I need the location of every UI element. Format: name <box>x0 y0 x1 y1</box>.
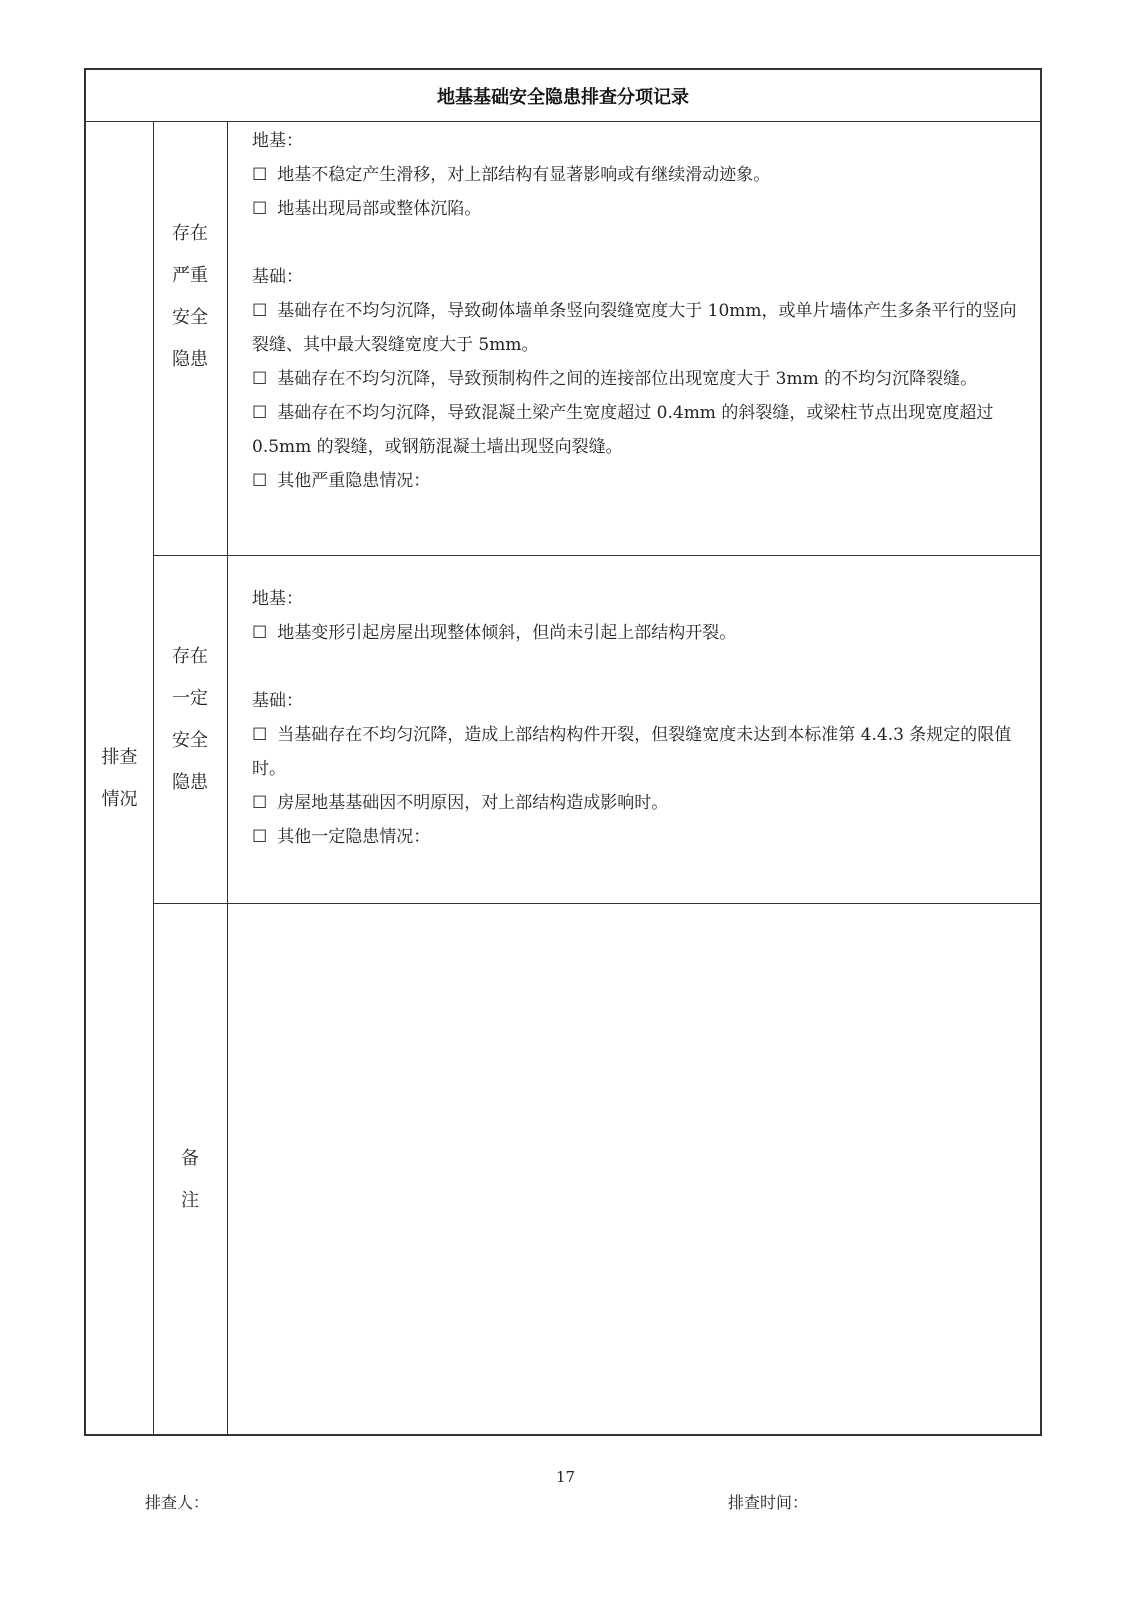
checkbox-icon[interactable]: ☐ <box>252 403 268 423</box>
checkbox-item[interactable]: ☐ 其他一定隐患情况： <box>252 820 1030 854</box>
inspection-time-label: 排查时间： <box>728 1493 809 1512</box>
checkbox-icon[interactable]: ☐ <box>252 471 268 491</box>
checkbox-item[interactable]: ☐ 地基变形引起房屋出现整体倾斜，但尚未引起上部结构开裂。 <box>252 616 1030 650</box>
checkbox-icon[interactable]: ☐ <box>252 369 268 389</box>
label-serious-hazard: 存在 严重 安全 隐患 <box>172 223 208 370</box>
inspector-label: 排查人： <box>145 1493 210 1512</box>
checkbox-item[interactable]: ☐ 基础存在不均匀沉降，导致混凝土梁产生宽度超过 0.4mm 的斜裂缝，或梁柱节点出现宽度超过 0.5mm 的裂缝，或钢筋混凝土墙出现竖向裂缝。 <box>252 396 1030 464</box>
checkbox-item[interactable]: ☐ 地基出现局部或整体沉陷。 <box>252 192 1030 226</box>
serious-hazard-content <box>242 124 1040 498</box>
label-remarks: 备 注 <box>181 1148 199 1211</box>
checkbox-item[interactable]: ☐ 基础存在不均匀沉降，导致预制构件之间的连接部位出现宽度大于 3mm 的不均匀沉降裂缝。 <box>252 362 1030 396</box>
checkbox-item[interactable]: ☐ 基础存在不均匀沉降，导致砌体墙单条竖向裂缝宽度大于 10mm，或单片墙体产生多条平行的竖向裂缝、其中最大裂缝宽度大于 5mm。 <box>252 294 1030 362</box>
checkbox-icon[interactable]: ☐ <box>252 623 268 643</box>
label-moderate-hazard: 存在 一定 安全 隐患 <box>172 646 208 793</box>
checkbox-icon[interactable]: ☐ <box>252 793 268 813</box>
checkbox-item[interactable]: ☐ 地基不稳定产生滑移，对上部结构有显著影响或有继续滑动迹象。 <box>252 158 1030 192</box>
checkbox-icon[interactable]: ☐ <box>252 827 268 847</box>
inspection-record-table <box>84 68 1042 1436</box>
checkbox-icon[interactable]: ☐ <box>252 199 268 219</box>
page-number: 17 <box>555 1468 576 1486</box>
checkbox-item[interactable]: ☐ 当基础存在不均匀沉降，造成上部结构构件开裂，但裂缝宽度未达到本标准第 4.4.3 条规定的限值时。 <box>252 718 1030 786</box>
checkbox-icon[interactable]: ☐ <box>252 165 268 185</box>
foundation-heading: 基础： <box>252 691 303 711</box>
column-divider-2 <box>227 122 228 1434</box>
moderate-hazard-content <box>242 582 1040 854</box>
row-label-inspection: 排查 情况 <box>101 747 138 810</box>
row-divider-2 <box>153 903 1040 904</box>
foundation-soil-heading: 地基： <box>252 589 303 609</box>
checkbox-icon[interactable]: ☐ <box>252 301 268 321</box>
checkbox-item[interactable]: ☐ 房屋地基基础因不明原因，对上部结构造成影响时。 <box>252 786 1030 820</box>
checkbox-item[interactable]: ☐ 其他严重隐患情况： <box>252 464 1030 498</box>
table-title: 地基基础安全隐患排查分项记录 <box>86 70 1040 122</box>
foundation-heading: 基础： <box>252 267 303 287</box>
checkbox-icon[interactable]: ☐ <box>252 725 268 745</box>
foundation-soil-heading: 地基： <box>252 131 303 151</box>
row-divider-1 <box>153 555 1040 556</box>
remarks-area[interactable] <box>229 905 1040 1434</box>
